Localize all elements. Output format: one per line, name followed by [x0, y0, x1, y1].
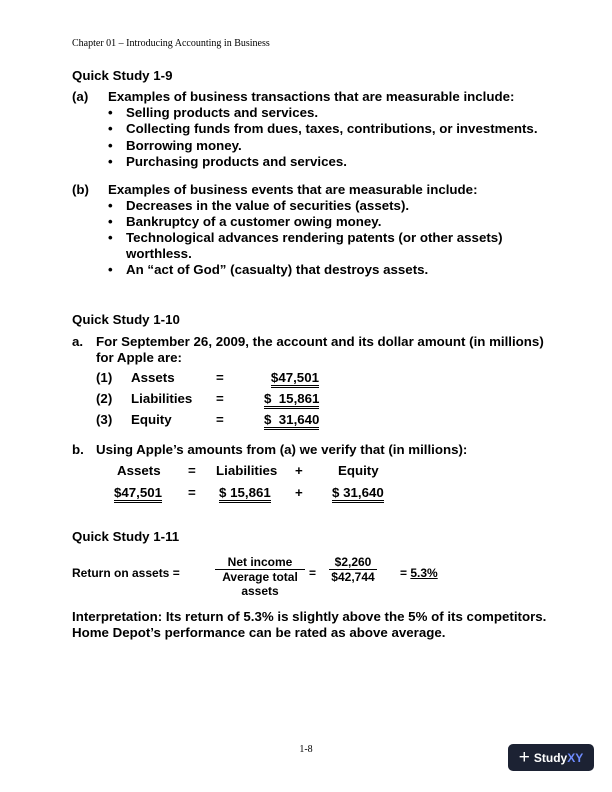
list-item: • Bankruptcy of a customer owing money.: [108, 214, 508, 230]
qs11-title: Quick Study 1-11: [72, 529, 180, 544]
account-row-num: (3): [96, 412, 113, 427]
interpretation-line-1: Interpretation: Its return of 5.3% is slightly above the 5% of its competitors.: [72, 609, 547, 624]
eq-head-plus: +: [295, 463, 303, 478]
eq-head-equals: =: [188, 463, 196, 478]
account-row-num: (2): [96, 391, 113, 406]
qs10-title: Quick Study 1-10: [72, 312, 180, 327]
account-row-name: Assets: [131, 370, 175, 385]
qs9-a-intro: Examples of business transactions that are measurable include:: [108, 89, 515, 104]
roa-result-value: 5.3%: [410, 566, 438, 580]
account-row-num: (1): [96, 370, 113, 385]
list-item: • Purchasing products and services.: [108, 154, 538, 170]
list-item: • Selling products and services.: [108, 105, 538, 121]
roa-result: = 5.3%: [400, 566, 438, 580]
qs9-a-list: [108, 105, 538, 170]
page-number: 1-8: [299, 744, 313, 755]
qs10-b-label: b.: [72, 442, 84, 457]
eq-val-equity: $ 31,640: [332, 485, 384, 500]
qs10-b-intro: Using Apple’s amounts from (a) we verify that (in millions):: [96, 442, 468, 457]
roa-equals: =: [309, 566, 317, 580]
account-row-amount: $47,501: [250, 370, 319, 385]
eq-head-equity: Equity: [338, 463, 379, 478]
roa-label: Return on assets =: [72, 566, 180, 580]
eq-head-assets: Assets: [117, 463, 161, 478]
list-item: • Technological advances rendering patents (or other assets) worthless.: [108, 230, 508, 262]
qs10-a-intro-1: For September 26, 2009, the account and its dollar amount (in millions): [96, 334, 544, 349]
eq-val-liabilities: $ 15,861: [219, 485, 271, 500]
account-row-eq: =: [216, 412, 224, 427]
qs10-a-label: a.: [72, 334, 84, 349]
account-row-eq: =: [216, 370, 224, 385]
page-header: Chapter 01 – Introducing Accounting in Business: [72, 38, 270, 49]
account-row-eq: =: [216, 391, 224, 406]
qs9-b-intro: Examples of business events that are measurable include:: [108, 182, 478, 197]
eq-val-equals: =: [188, 485, 196, 500]
eq-val-plus: +: [295, 485, 303, 500]
roa-num-value: $2,260: [329, 555, 377, 570]
qs9-b-label: (b): [72, 182, 89, 197]
roa-den-value: $42,744: [331, 570, 375, 584]
list-item: • An “act of God” (casualty) that destroys assets.: [108, 262, 508, 278]
eq-val-assets: $47,501: [114, 485, 162, 500]
list-item: • Borrowing money.: [108, 138, 538, 154]
list-item: • Collecting funds from dues, taxes, contributions, or investments.: [108, 121, 538, 137]
studyxy-logo: + Study XY: [508, 744, 594, 771]
account-row-name: Liabilities: [131, 391, 193, 406]
qs9-title: Quick Study 1-9: [72, 68, 173, 83]
qs10-a-intro-2: for Apple are:: [96, 350, 182, 365]
list-item: • Decreases in the value of securities (assets).: [108, 198, 508, 214]
account-row-name: Equity: [131, 412, 172, 427]
roa-denominator: Average total assets: [222, 570, 298, 598]
interpretation-line-2: Home Depot’s performance can be rated as above average.: [72, 625, 446, 640]
qs9-b-list: [108, 198, 508, 278]
roa-numerator: Net income: [215, 555, 305, 570]
account-row-amount: $ 31,640: [264, 412, 319, 427]
qs9-a-label: (a): [72, 89, 89, 104]
plus-icon: +: [518, 747, 530, 768]
account-row-amount: $ 15,861: [264, 391, 319, 406]
eq-head-liabilities: Liabilities: [216, 463, 278, 478]
roa-formula: [215, 555, 305, 598]
roa-values: [329, 555, 377, 584]
